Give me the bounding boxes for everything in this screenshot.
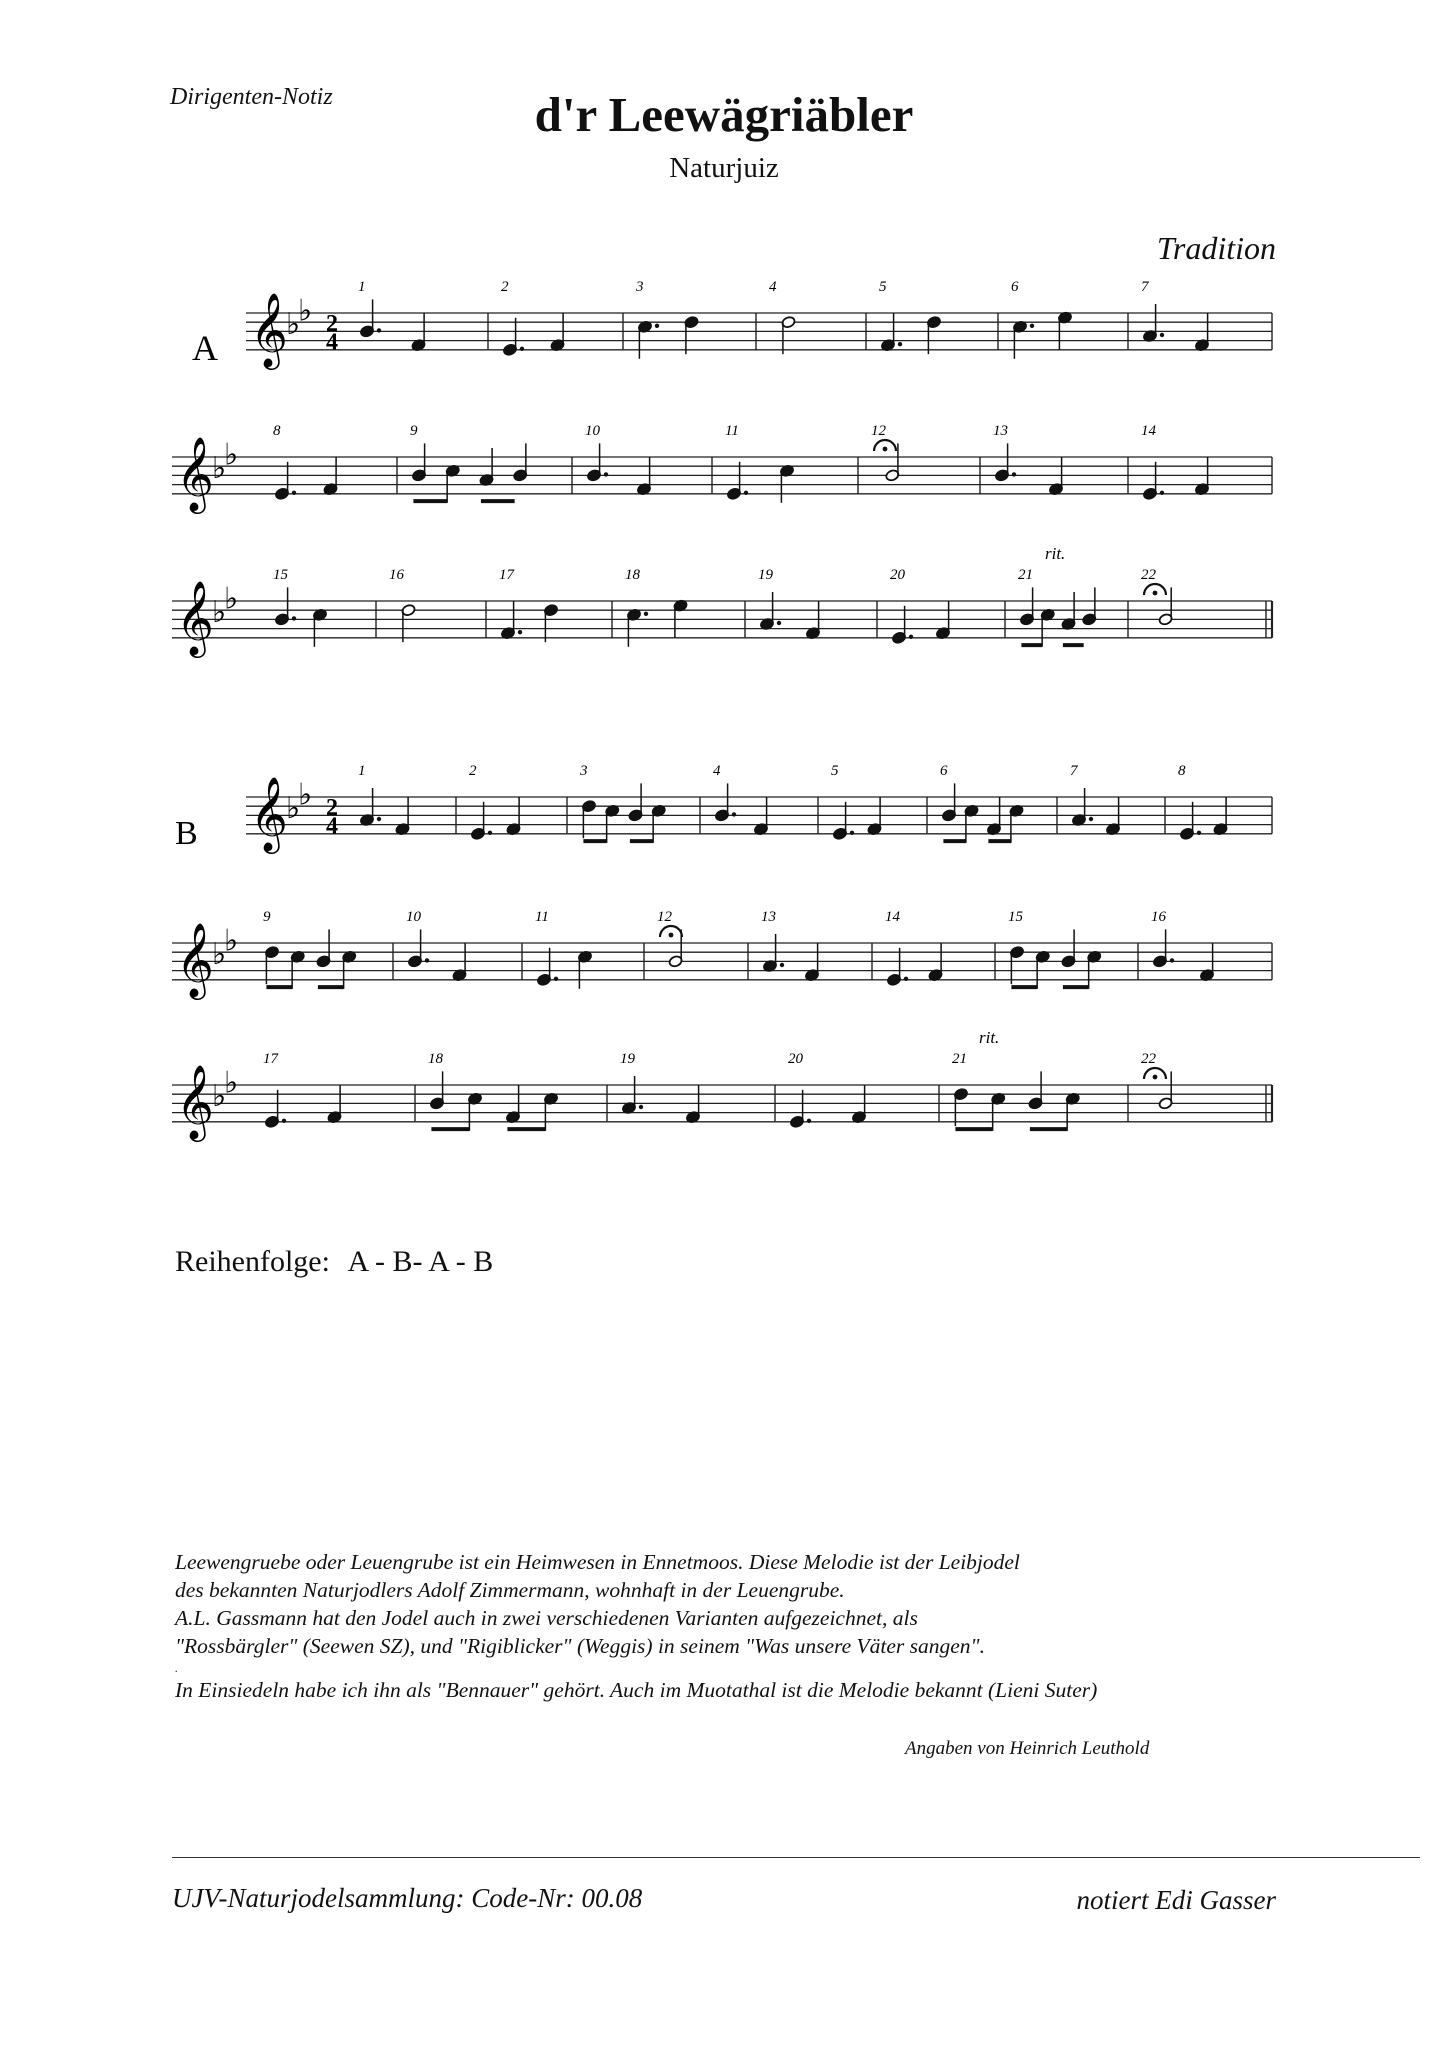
bar-number: 7 <box>1141 279 1149 295</box>
staff-system <box>175 763 1272 855</box>
bar-number: 15 <box>1008 909 1023 925</box>
bar-number: 9 <box>263 909 271 925</box>
dot-icon <box>777 621 781 625</box>
bar-number: 20 <box>788 1051 803 1067</box>
flat-icon: ♭ <box>224 924 239 958</box>
bar-number: 11 <box>725 423 739 439</box>
bar-number: 16 <box>1151 909 1166 925</box>
staff-system <box>172 909 1272 1001</box>
dot-icon <box>639 1105 643 1109</box>
notes-line: . <box>175 1661 178 1675</box>
order-value: A - B- A - B <box>347 1245 494 1278</box>
bar-number: 21 <box>952 1051 967 1067</box>
footer-divider <box>172 1857 1420 1858</box>
dot-icon <box>1160 491 1164 495</box>
bar-number: 8 <box>1178 763 1186 779</box>
bar-number: 18 <box>625 567 640 583</box>
bar-number: 10 <box>406 909 421 925</box>
bar-number: 1 <box>358 279 366 295</box>
bar-number: 6 <box>1011 279 1019 295</box>
dot-icon <box>1012 472 1016 476</box>
dot-icon <box>909 635 913 639</box>
notes-line: In Einsiedeln habe ich ihn als "Bennauer" gehört. Auch im Muotathal ist die Melodie bekannt (Lieni Suter) <box>175 1678 1098 1702</box>
bar-number: 22 <box>1141 1051 1156 1067</box>
treble-clef-icon: 𝄞 <box>176 438 214 510</box>
tempo-marking: rit. <box>979 1028 1000 1047</box>
dot-icon <box>655 324 659 328</box>
time-signature-bottom: 4 <box>326 329 338 356</box>
bar-number: 13 <box>993 423 1008 439</box>
bar-number: 13 <box>761 909 776 925</box>
dot-icon <box>292 616 296 620</box>
staff-system <box>192 279 1272 371</box>
fermata-dot <box>1153 591 1158 596</box>
flat-icon: ♭ <box>212 938 227 972</box>
dot-icon <box>292 491 296 495</box>
bar-number: 17 <box>263 1051 278 1067</box>
treble-clef-icon: 𝄞 <box>250 778 288 850</box>
flat-icon: ♭ <box>212 1080 227 1114</box>
dot-icon <box>1160 333 1164 337</box>
notes-line: A.L. Gassmann hat den Jodel auch in zwei verschiedenen Varianten aufgezeichnet, als <box>175 1606 918 1630</box>
order-line <box>175 1245 493 1279</box>
dot-icon <box>744 491 748 495</box>
page-subtitle: Naturjuiz <box>669 152 779 184</box>
bar-number: 21 <box>1018 567 1033 583</box>
dot-icon <box>898 342 902 346</box>
bar-number: 22 <box>1141 567 1156 583</box>
notes-line: "Rossbärgler" (Seewen SZ), und "Rigiblicker" (Weggis) in seinem "Was unsere Väter sangen". <box>175 1634 985 1658</box>
bar-number: 8 <box>273 423 281 439</box>
tempo-marking: rit. <box>1045 544 1066 563</box>
page-title: d'r Leewägriäbler <box>534 87 914 142</box>
bar-number: 12 <box>657 909 672 925</box>
bar-number: 14 <box>1141 423 1156 439</box>
dot-icon <box>554 977 558 981</box>
conductor-note-label: Dirigenten-Notiz <box>170 84 333 110</box>
order-label: Reihenfolge: <box>175 1245 330 1278</box>
dot-icon <box>425 958 429 962</box>
dot-icon <box>520 347 524 351</box>
bar-number: 11 <box>535 909 549 925</box>
time-signature-bottom: 4 <box>326 813 338 840</box>
dot-icon <box>850 831 854 835</box>
flat-icon: ♭ <box>224 582 239 616</box>
staff-system <box>172 1028 1272 1143</box>
section-label: B <box>175 815 198 852</box>
bar-number: 14 <box>885 909 900 925</box>
bar-number: 2 <box>469 763 477 779</box>
bar-number: 18 <box>428 1051 443 1067</box>
flat-icon: ♭ <box>224 438 239 472</box>
bar-number: 16 <box>389 567 404 583</box>
dot-icon <box>1030 324 1034 328</box>
notes-line: Leewengruebe oder Leuengrube ist ein Heimwesen in Ennetmoos. Diese Melodie ist der Leibjodel <box>175 1550 1020 1574</box>
flat-icon: ♭ <box>286 308 301 342</box>
fermata-dot <box>669 933 674 938</box>
bar-number: 5 <box>831 763 839 779</box>
bar-number: 10 <box>585 423 600 439</box>
fermata-dot <box>883 447 888 452</box>
dot-icon <box>1197 831 1201 835</box>
notes-source: Angaben von Heinrich Leuthold <box>905 1738 1150 1759</box>
treble-clef-icon: 𝄞 <box>250 294 288 366</box>
bar-number: 1 <box>358 763 366 779</box>
dot-icon <box>780 963 784 967</box>
dot-icon <box>604 472 608 476</box>
bar-number: 6 <box>940 763 948 779</box>
composer-credit: Tradition <box>1156 230 1276 266</box>
dot-icon <box>904 977 908 981</box>
dot-icon <box>518 630 522 634</box>
bar-number: 19 <box>620 1051 635 1067</box>
flat-icon: ♭ <box>212 596 227 630</box>
bar-number: 20 <box>890 567 905 583</box>
notes-line: des bekannten Naturjodlers Adolf Zimmermann, wohnhaft in der Leuengrube. <box>175 1578 845 1602</box>
bar-number: 3 <box>580 763 588 779</box>
flat-icon: ♭ <box>298 778 313 812</box>
notated-by: notiert Edi Gasser <box>1076 1885 1276 1915</box>
dot-icon <box>1089 817 1093 821</box>
treble-clef-icon: 𝄞 <box>176 1066 214 1138</box>
section-label: A <box>192 328 218 368</box>
time-signature-top: 2 <box>326 794 338 821</box>
bar-number: 9 <box>410 423 418 439</box>
section-b <box>172 763 1272 1143</box>
bar-number: 17 <box>499 567 514 583</box>
flat-icon: ♭ <box>224 1066 239 1100</box>
dot-icon <box>377 328 381 332</box>
bar-number: 4 <box>769 279 777 295</box>
staff-system <box>172 423 1272 515</box>
bar-number: 5 <box>879 279 887 295</box>
staff-system <box>172 544 1272 659</box>
time-signature-top: 2 <box>326 310 338 337</box>
treble-clef-icon: 𝄞 <box>176 924 214 996</box>
dot-icon <box>807 1119 811 1123</box>
background-notes <box>175 1548 1097 1704</box>
flat-icon: ♭ <box>212 452 227 486</box>
dot-icon <box>1170 958 1174 962</box>
fermata-dot <box>1153 1075 1158 1080</box>
dot-icon <box>282 1119 286 1123</box>
bar-number: 12 <box>871 423 886 439</box>
dot-icon <box>377 817 381 821</box>
bar-number: 2 <box>501 279 509 295</box>
bar-number: 7 <box>1070 763 1078 779</box>
bar-number: 19 <box>758 567 773 583</box>
dot-icon <box>644 612 648 616</box>
section-a <box>172 279 1272 659</box>
flat-icon: ♭ <box>286 792 301 826</box>
bar-number: 3 <box>636 279 644 295</box>
treble-clef-icon: 𝄞 <box>176 582 214 654</box>
flat-icon: ♭ <box>298 294 313 328</box>
dot-icon <box>732 812 736 816</box>
bar-number: 4 <box>713 763 721 779</box>
dot-icon <box>488 831 492 835</box>
collection-code: UJV-Naturjodelsammlung: Code-Nr: 00.08 <box>172 1883 643 1913</box>
bar-number: 15 <box>273 567 288 583</box>
